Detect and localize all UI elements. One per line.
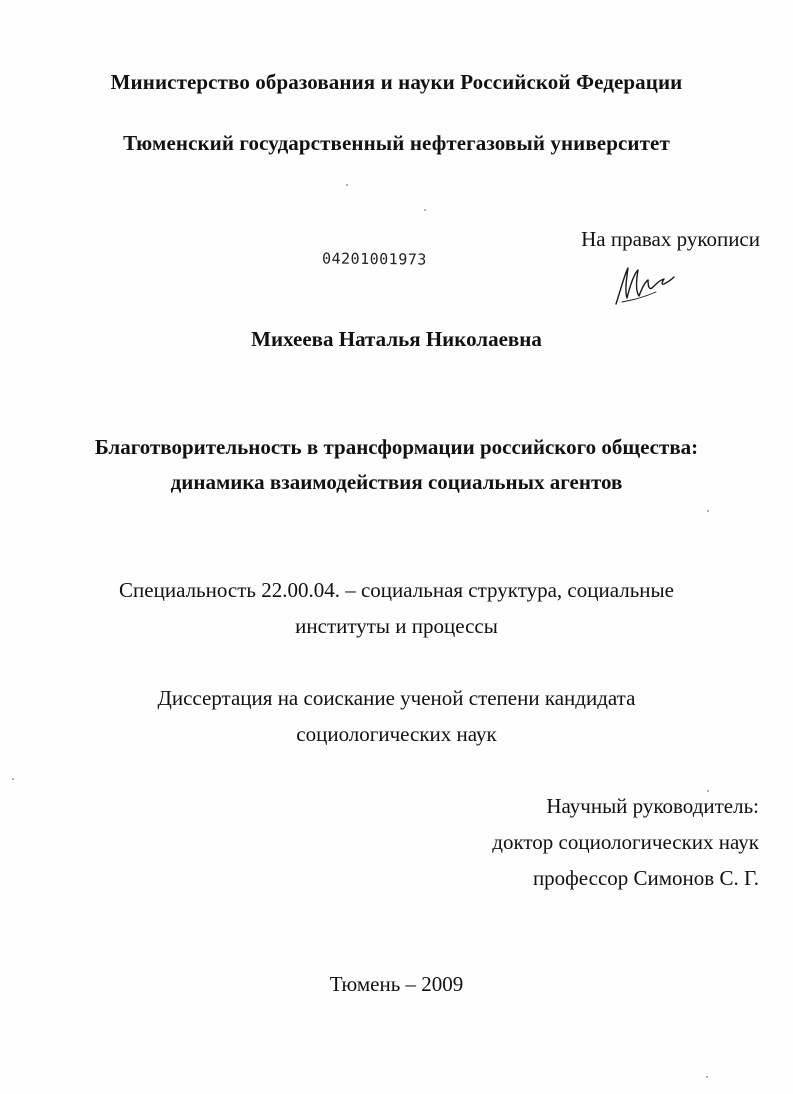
supervisor-label: Научный руководитель: <box>546 794 759 818</box>
specialty-line-2: институты и процессы <box>295 614 498 638</box>
manuscript-note: На правах рукописи <box>581 227 760 251</box>
scan-speck <box>12 778 14 780</box>
catalog-stamp: 04201001973 <box>321 249 427 269</box>
signature-icon <box>612 262 676 308</box>
degree-line-1: Диссертация на соискание ученой степени кандидата <box>157 686 636 710</box>
scan-speck <box>706 1076 708 1078</box>
degree-line-2: социологических наук <box>296 722 497 746</box>
author-name: Михеева Наталья Николаевна <box>251 327 542 351</box>
scan-speck <box>707 790 709 792</box>
supervisor-name: профессор Симонов С. Г. <box>532 866 759 890</box>
university-heading: Тюменский государственный нефтегазовый университет <box>123 131 670 155</box>
city-year-footer: Тюмень – 2009 <box>329 972 464 996</box>
scan-speck <box>346 184 348 186</box>
thesis-title-line-2: динамика взаимодействия социальных агентов <box>170 470 623 494</box>
thesis-title-line-1: Благотворительность в трансформации российского общества: <box>94 435 699 459</box>
scan-speck <box>424 209 426 211</box>
specialty-line-1: Специальность 22.00.04. – социальная структура, социальные <box>119 578 674 602</box>
supervisor-degree: доктор социологических наук <box>492 830 759 854</box>
scan-speck <box>707 510 709 512</box>
ministry-heading: Министерство образования и науки Российской Федерации <box>110 70 683 94</box>
